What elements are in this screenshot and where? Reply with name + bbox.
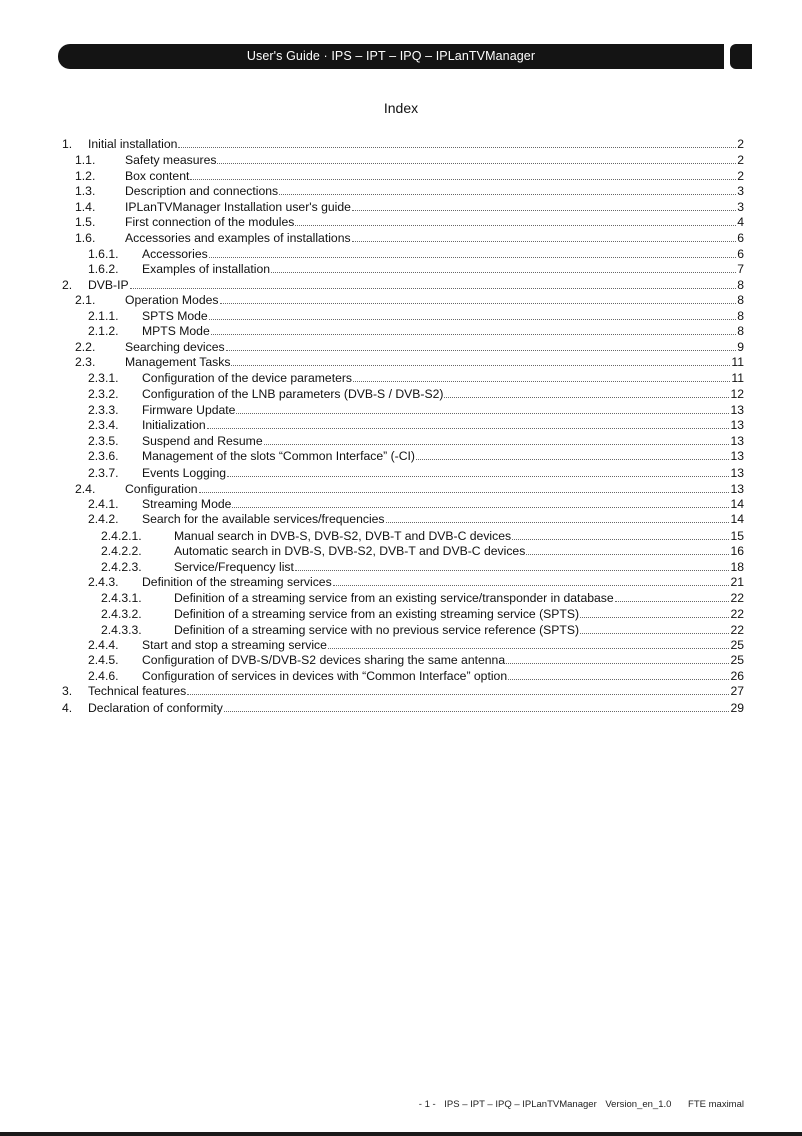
toc-entry-number: 2.4.1. xyxy=(88,497,119,511)
toc-entry-title: Technical features xyxy=(88,684,187,698)
toc-entry-number: 2.3.4. xyxy=(88,418,119,432)
toc-entry-page: 9 xyxy=(737,340,744,354)
toc-entry[interactable] xyxy=(0,386,802,402)
toc-entry-number: 2.2. xyxy=(75,340,96,354)
toc-entry[interactable] xyxy=(0,354,802,370)
toc-entry-title: Start and stop a streaming service xyxy=(142,638,327,652)
toc-entry-title: Initialization xyxy=(142,418,206,432)
toc-entry[interactable] xyxy=(0,277,802,293)
toc-entry-number: 2.4.2.2. xyxy=(101,544,142,558)
footer-brand: FTE maximal xyxy=(688,1099,744,1110)
toc-entry-title: Definition of a streaming service from an existing service/transponder in database xyxy=(174,591,614,605)
toc-entry-page: 29 xyxy=(730,701,744,715)
toc-entry[interactable] xyxy=(0,136,802,152)
toc-entry-page: 2 xyxy=(737,169,744,183)
toc-entry[interactable] xyxy=(0,339,802,355)
toc-entry-number: 2.3.1. xyxy=(88,371,119,385)
toc-entry-title: Suspend and Resume xyxy=(142,434,263,448)
toc-entry-page: 12 xyxy=(730,387,744,401)
toc-entry-number: 1.6.2. xyxy=(88,262,119,276)
header-title: User's Guide · IPS – IPT – IPQ – IPLanTVManager xyxy=(246,49,536,63)
toc-entry-title: DVB-IP xyxy=(88,278,129,292)
toc-entry-page: 13 xyxy=(730,418,744,432)
toc-entry[interactable] xyxy=(0,261,802,277)
toc-leader-dots xyxy=(209,319,736,320)
toc-entry-number: 2. xyxy=(62,278,73,292)
toc-entry[interactable] xyxy=(0,417,802,433)
toc-leader-dots xyxy=(217,163,736,164)
toc-entry[interactable] xyxy=(0,433,802,449)
toc-entry-page: 2 xyxy=(737,137,744,151)
toc-leader-dots xyxy=(333,585,729,586)
toc-entry-title: Manual search in DVB-S, DVB-S2, DVB-T and DVB-C devices xyxy=(174,529,512,543)
toc-entry[interactable] xyxy=(0,308,802,324)
toc-leader-dots xyxy=(190,179,736,180)
toc-entry-number: 2.4. xyxy=(75,482,96,496)
toc-entry[interactable] xyxy=(0,668,802,684)
toc-leader-dots xyxy=(199,492,729,493)
toc-entry-number: 1.4. xyxy=(75,200,96,214)
toc-entry-number: 2.4.2. xyxy=(88,512,119,526)
toc-entry-title: Search for the available services/frequencies xyxy=(142,512,385,526)
toc-entry-number: 1.1. xyxy=(75,153,96,167)
toc-entry-number: 2.4.2.1. xyxy=(101,529,142,543)
toc-leader-dots xyxy=(526,554,729,555)
toc-entry-page: 8 xyxy=(737,293,744,307)
toc-entry-page: 3 xyxy=(737,184,744,198)
toc-entry-title: Operation Modes xyxy=(125,293,219,307)
toc-entry-number: 2.4.3.3. xyxy=(101,623,142,637)
toc-entry-title: Configuration of the LNB parameters (DVB-S / DVB-S2) xyxy=(142,387,444,401)
toc-leader-dots xyxy=(386,522,729,523)
toc-entry-number: 2.4.6. xyxy=(88,669,119,683)
toc-entry-page: 25 xyxy=(730,653,744,667)
toc-entry-page: 6 xyxy=(737,247,744,261)
toc-entry-title: Configuration of the device parameters xyxy=(142,371,353,385)
toc-entry[interactable] xyxy=(0,528,802,544)
toc-entry-title: Configuration xyxy=(125,482,198,496)
toc-entry-number: 2.3.2. xyxy=(88,387,119,401)
toc-entry-number: 2.3.7. xyxy=(88,466,119,480)
toc-leader-dots xyxy=(207,428,729,429)
toc-leader-dots xyxy=(178,147,736,148)
toc-entry-page: 6 xyxy=(737,231,744,245)
footer-product: IPS – IPT – IPQ – IPLanTVManager xyxy=(444,1099,597,1110)
toc-entry-page: 8 xyxy=(737,278,744,292)
toc-entry-number: 1.2. xyxy=(75,169,96,183)
toc-entry[interactable] xyxy=(0,214,802,230)
toc-leader-dots xyxy=(279,194,736,195)
toc-entry-page: 13 xyxy=(730,434,744,448)
toc-entry-title: Service/Frequency list xyxy=(174,560,294,574)
toc-entry-page: 14 xyxy=(730,512,744,526)
toc-entry-page: 26 xyxy=(730,669,744,683)
toc-entry-title: Definition of a streaming service with no previous service reference (SPTS) xyxy=(174,623,580,637)
toc-leader-dots xyxy=(227,476,729,477)
toc-entry-title: Accessories and examples of installations xyxy=(125,231,351,245)
toc-leader-dots xyxy=(231,365,730,366)
toc-entry[interactable] xyxy=(0,183,802,199)
toc-entry-title: Management Tasks xyxy=(125,355,231,369)
toc-entry[interactable] xyxy=(0,574,802,590)
toc-entry-page: 14 xyxy=(730,497,744,511)
bottom-rule xyxy=(0,1132,802,1136)
toc-leader-dots xyxy=(271,272,736,273)
toc-entry-number: 2.3. xyxy=(75,355,96,369)
toc-entry-number: 2.1. xyxy=(75,293,96,307)
footer-page-number: - 1 - xyxy=(418,1099,436,1110)
toc-entry-title: Box content xyxy=(125,169,190,183)
toc-leader-dots xyxy=(508,679,729,680)
toc-entry-title: Configuration of services in devices with “Common Interface” option xyxy=(142,669,508,683)
toc-entry[interactable] xyxy=(0,590,802,606)
toc-leader-dots xyxy=(211,334,736,335)
toc-leader-dots xyxy=(416,459,729,460)
toc-entry-title: Safety measures xyxy=(125,153,217,167)
toc-leader-dots xyxy=(295,570,729,571)
toc-leader-dots xyxy=(512,539,729,540)
toc-leader-dots xyxy=(615,601,729,602)
toc-entry[interactable] xyxy=(0,402,802,418)
toc-leader-dots xyxy=(236,413,729,414)
toc-entry-title: Examples of installation xyxy=(142,262,271,276)
toc-entry-title: First connection of the modules xyxy=(125,215,295,229)
toc-entry-number: 2.3.6. xyxy=(88,449,119,463)
toc-entry[interactable] xyxy=(0,637,802,653)
toc-entry[interactable] xyxy=(0,246,802,262)
toc-leader-dots xyxy=(580,617,729,618)
toc-entry[interactable] xyxy=(0,652,802,668)
index-title: Index xyxy=(383,100,419,116)
toc-entry-page: 13 xyxy=(730,466,744,480)
toc-entry-title: MPTS Mode xyxy=(142,324,210,338)
footer-version: Version_en_1.0 xyxy=(605,1099,672,1110)
page-footer xyxy=(419,1099,744,1110)
toc-entry-title: Events Logging xyxy=(142,466,227,480)
toc-entry-number: 2.4.3.1. xyxy=(101,591,142,605)
toc-entry-title: Accessories xyxy=(142,247,208,261)
toc-leader-dots xyxy=(580,633,729,634)
toc-entry-title: Definition of a streaming service from an existing streaming service (SPTS) xyxy=(174,607,580,621)
toc-leader-dots xyxy=(187,694,729,695)
toc-entry-number: 1. xyxy=(62,137,73,151)
toc-leader-dots xyxy=(352,210,736,211)
toc-entry-page: 13 xyxy=(730,449,744,463)
toc-entry-title: Management of the slots “Common Interface” (-CI) xyxy=(142,449,415,463)
toc-leader-dots xyxy=(506,663,729,664)
toc-entry-number: 2.3.5. xyxy=(88,434,119,448)
toc-entry-number: 1.5. xyxy=(75,215,96,229)
toc-entry-page: 11 xyxy=(731,355,744,369)
toc-leader-dots xyxy=(232,507,729,508)
toc-entry[interactable] xyxy=(0,496,802,512)
toc-entry[interactable] xyxy=(0,370,802,386)
toc-entry-page: 25 xyxy=(730,638,744,652)
toc-entry-page: 18 xyxy=(730,560,744,574)
toc-entry-number: 2.4.4. xyxy=(88,638,119,652)
toc-entry-page: 11 xyxy=(731,371,744,385)
toc-leader-dots xyxy=(352,241,736,242)
toc-entry-number: 2.4.3. xyxy=(88,575,119,589)
toc-entry-title: Initial installation xyxy=(88,137,178,151)
toc-entry-title: Configuration of DVB-S/DVB-S2 devices sharing the same antenna xyxy=(142,653,506,667)
toc-entry-number: 2.4.5. xyxy=(88,653,119,667)
toc-entry[interactable] xyxy=(0,168,802,184)
toc-entry-page: 3 xyxy=(737,200,744,214)
toc-entry-number: 3. xyxy=(62,684,73,698)
toc-entry-page: 4 xyxy=(737,215,744,229)
toc-entry-page: 7 xyxy=(737,262,744,276)
toc-entry[interactable] xyxy=(0,511,802,527)
toc-entry-page: 16 xyxy=(730,544,744,558)
toc-entry-page: 22 xyxy=(730,607,744,621)
toc-entry[interactable] xyxy=(0,700,802,716)
toc-entry-title: Definition of the streaming services xyxy=(142,575,332,589)
toc-entry-title: SPTS Mode xyxy=(142,309,208,323)
toc-entry-number: 2.3.3. xyxy=(88,403,119,417)
toc-entry-page: 15 xyxy=(730,529,744,543)
toc-entry[interactable] xyxy=(0,622,802,638)
toc-leader-dots xyxy=(224,711,729,712)
toc-entry-title: Automatic search in DVB-S, DVB-S2, DVB-T and DVB-C devices xyxy=(174,544,526,558)
toc-leader-dots xyxy=(220,303,736,304)
toc-leader-dots xyxy=(264,444,729,445)
toc-entry-page: 2 xyxy=(737,153,744,167)
toc-entry-title: Firmware Update xyxy=(142,403,236,417)
toc-entry[interactable] xyxy=(0,543,802,559)
toc-leader-dots xyxy=(353,381,730,382)
toc-entry[interactable] xyxy=(0,606,802,622)
toc-entry-number: 1.3. xyxy=(75,184,96,198)
toc-entry[interactable] xyxy=(0,465,802,481)
toc-entry[interactable] xyxy=(0,230,802,246)
toc-entry-page: 27 xyxy=(730,684,744,698)
toc-entry[interactable] xyxy=(0,683,802,699)
toc-entry-title: Streaming Mode xyxy=(142,497,232,511)
toc-entry[interactable] xyxy=(0,292,802,308)
toc-leader-dots xyxy=(209,257,736,258)
toc-entry-title: Searching devices xyxy=(125,340,225,354)
toc-entry-page: 8 xyxy=(737,324,744,338)
toc-entry-page: 21 xyxy=(730,575,744,589)
toc-entry-number: 2.1.1. xyxy=(88,309,119,323)
toc-entry[interactable] xyxy=(0,199,802,215)
toc-entry-title: Declaration of conformity xyxy=(88,701,223,715)
toc-leader-dots xyxy=(295,225,736,226)
toc-entry-page: 13 xyxy=(730,482,744,496)
toc-entry-page: 13 xyxy=(730,403,744,417)
toc-entry-number: 1.6. xyxy=(75,231,96,245)
toc-entry-page: 22 xyxy=(730,623,744,637)
toc-entry-number: 4. xyxy=(62,701,73,715)
toc-leader-dots xyxy=(328,648,729,649)
toc-entry-number: 2.4.2.3. xyxy=(101,560,142,574)
toc-entry-page: 8 xyxy=(737,309,744,323)
toc-entry[interactable] xyxy=(0,481,802,497)
toc-entry-title: Description and connections xyxy=(125,184,279,198)
toc-entry-number: 2.1.2. xyxy=(88,324,119,338)
toc-entry-title: IPLanTVManager Installation user's guide xyxy=(125,200,351,214)
toc-entry-number: 2.4.3.2. xyxy=(101,607,142,621)
toc-leader-dots xyxy=(130,288,736,289)
toc-entry[interactable] xyxy=(0,448,802,464)
toc-entry[interactable] xyxy=(0,152,802,168)
toc-entry-page: 22 xyxy=(730,591,744,605)
toc-entry[interactable] xyxy=(0,323,802,339)
toc-entry[interactable] xyxy=(0,559,802,575)
toc-leader-dots xyxy=(226,350,736,351)
toc-entry-number: 1.6.1. xyxy=(88,247,119,261)
toc-leader-dots xyxy=(444,397,729,398)
